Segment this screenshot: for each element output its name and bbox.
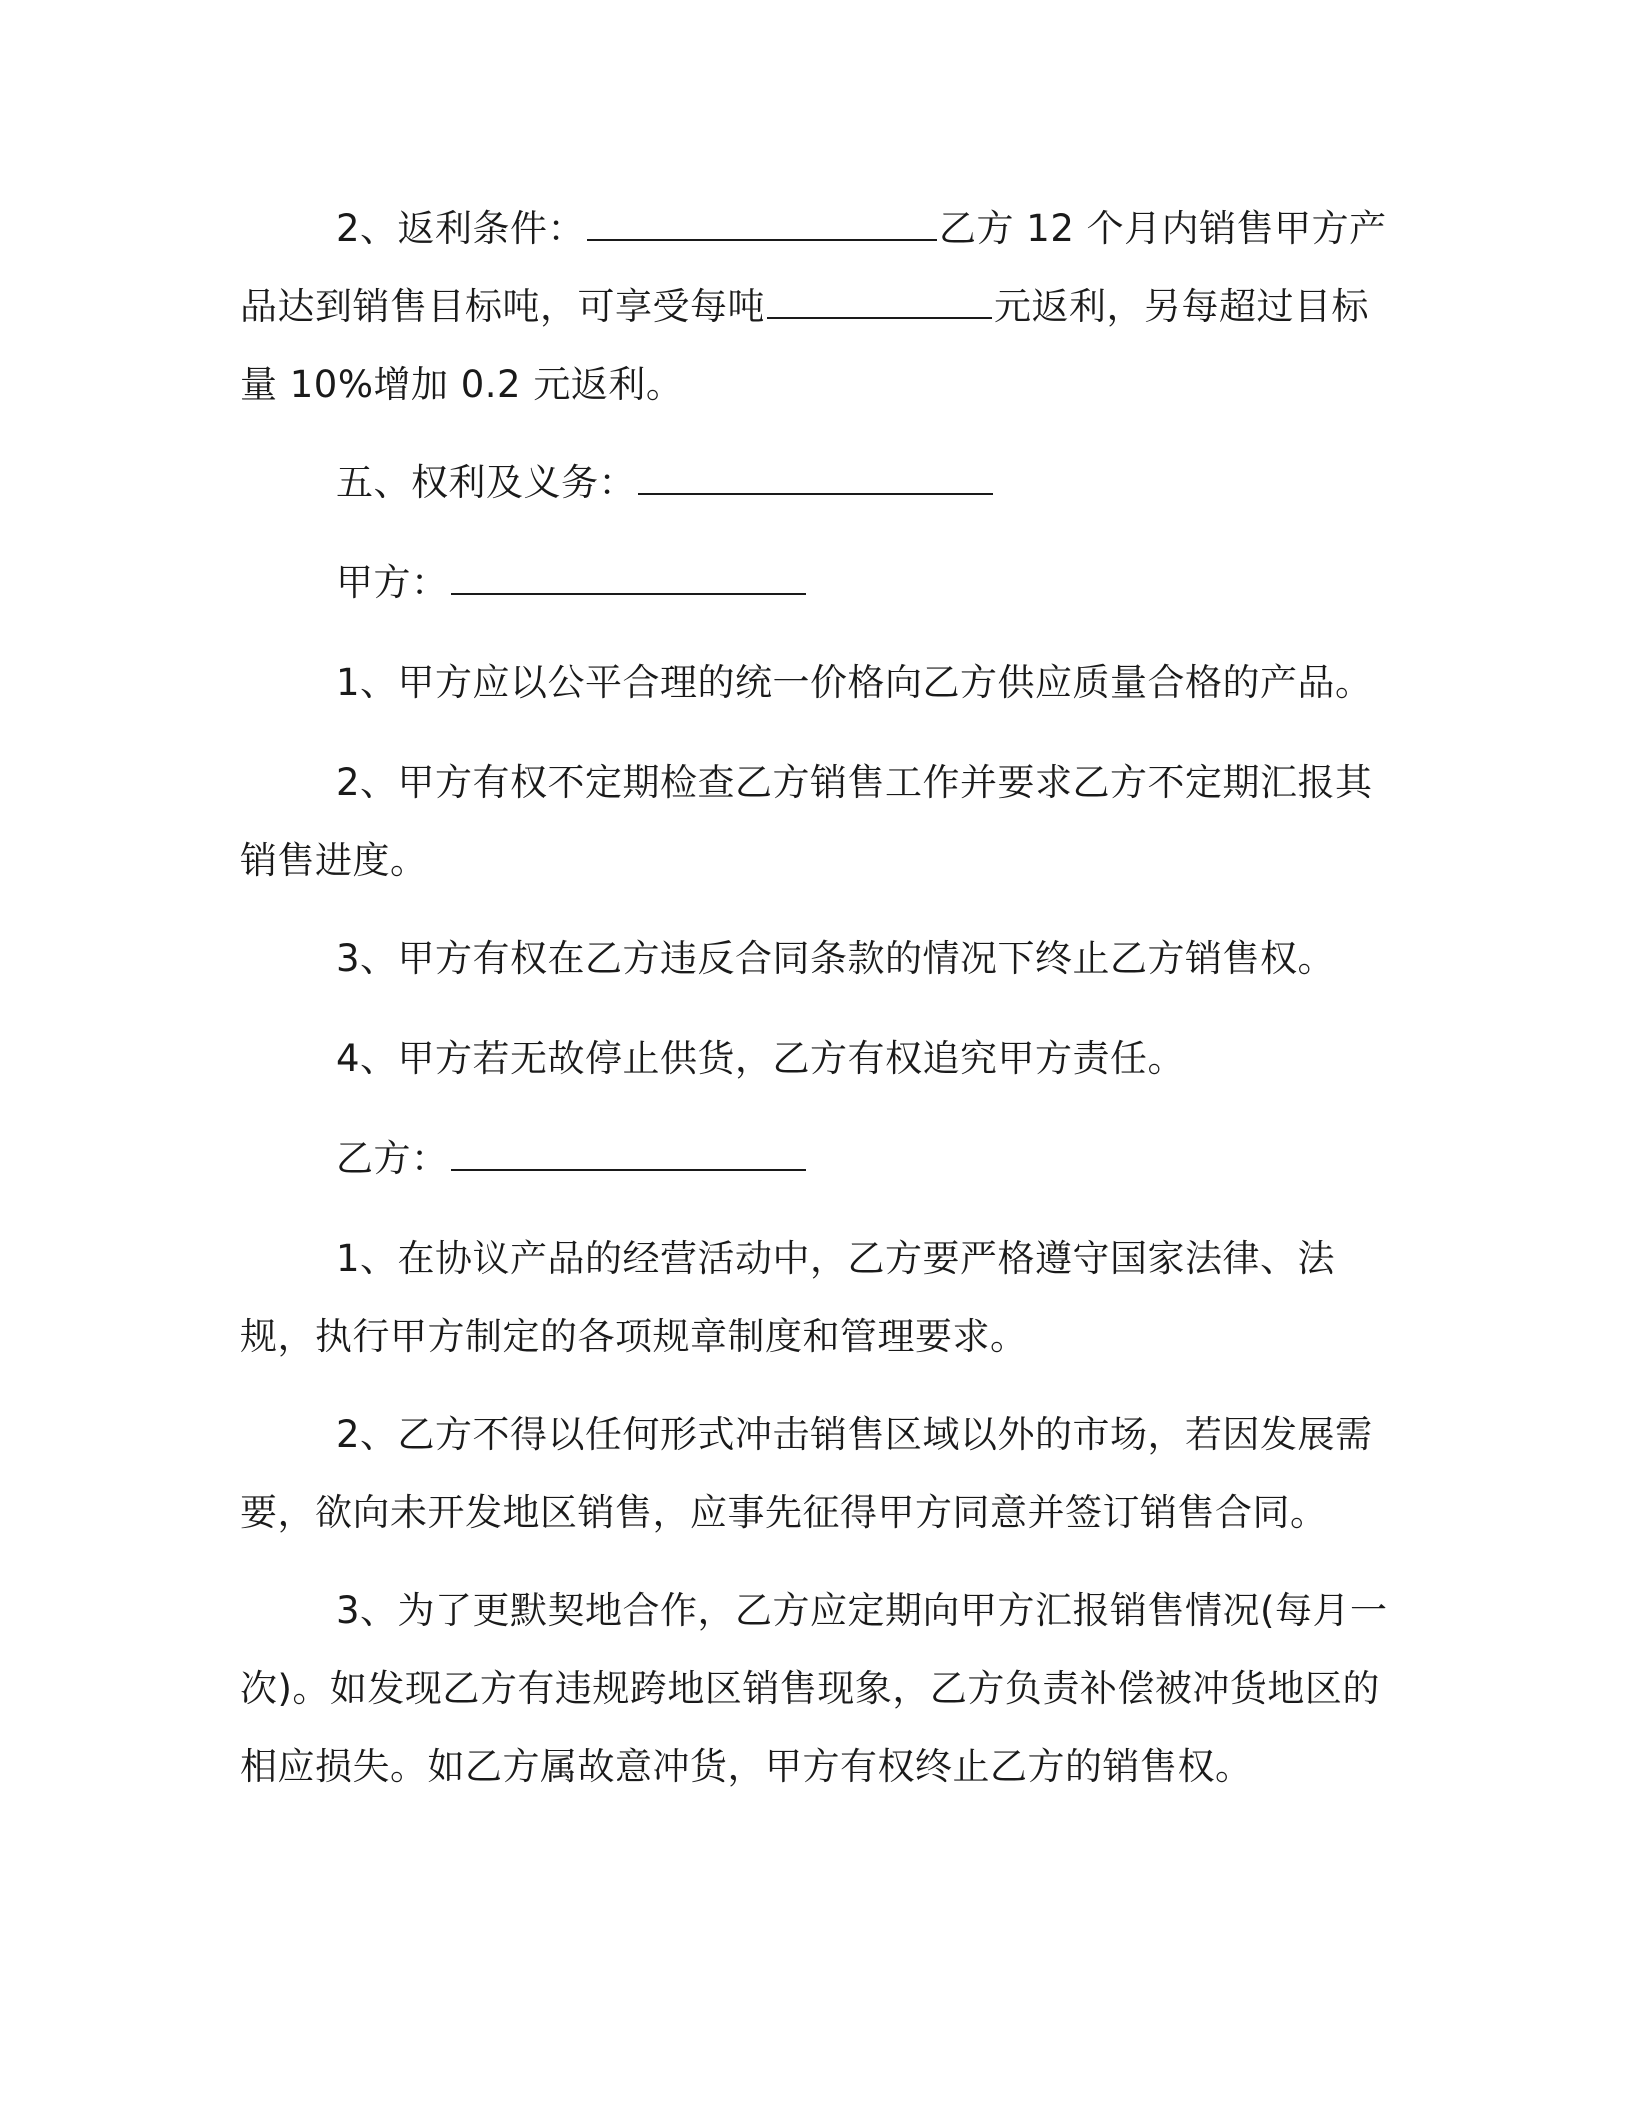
rebate-condition-blank[interactable] bbox=[587, 205, 937, 241]
party-a-item-2: 2、甲方有权不定期检查乙方销售工作并要求乙方不定期汇报其销售进度。 bbox=[240, 761, 1373, 882]
party-a-heading-paragraph bbox=[240, 544, 1392, 622]
party-b-label: 乙方： bbox=[336, 1137, 449, 1180]
rebate-condition-paragraph bbox=[240, 190, 1392, 424]
section5-heading-paragraph bbox=[240, 444, 1392, 522]
rebate-condition-text-2: 元返利，另每超过目标量 10%增加 0.2 元返利。 bbox=[240, 285, 1369, 406]
section5-blank[interactable] bbox=[638, 459, 993, 495]
party-a-item-1: 1、甲方应以公平合理的统一价格向乙方供应质量合格的产品。 bbox=[336, 661, 1373, 704]
party-b-blank[interactable] bbox=[451, 1135, 806, 1171]
rebate-condition-text-1: 乙方 12 个月内销售甲方产品达到销售目标吨，可享受每吨 bbox=[240, 207, 1387, 328]
party-a-label: 甲方： bbox=[336, 561, 449, 604]
party-b-item-1: 1、在协议产品的经营活动中，乙方要严格遵守国家法律、法规，执行甲方制定的各项规章制度和管理要求。 bbox=[240, 1237, 1336, 1358]
rebate-condition-prefix: 2、返利条件： bbox=[336, 207, 586, 250]
party-a-item-4: 4、甲方若无故停止供货，乙方有权追究甲方责任。 bbox=[336, 1037, 1186, 1080]
party-b-heading-paragraph bbox=[240, 1120, 1392, 1198]
party-a-blank[interactable] bbox=[451, 559, 806, 595]
section5-heading: 五、权利及义务： bbox=[336, 461, 636, 504]
party-b-item-2: 2、乙方不得以任何形式冲击销售区域以外的市场，若因发展需要，欲向未开发地区销售，应事先征得甲方同意并签订销售合同。 bbox=[240, 1413, 1373, 1534]
document-body bbox=[240, 190, 1392, 1826]
party-b-item-3: 3、为了更默契地合作，乙方应定期向甲方汇报销售情况(每月一次)。如发现乙方有违规跨地区销售现象，乙方负责补偿被冲货地区的相应损失。如乙方属故意冲货，甲方有权终止乙方的销售权。 bbox=[240, 1589, 1388, 1788]
rebate-amount-blank[interactable] bbox=[767, 283, 992, 319]
party-a-item-3: 3、甲方有权在乙方违反合同条款的情况下终止乙方销售权。 bbox=[336, 937, 1336, 980]
